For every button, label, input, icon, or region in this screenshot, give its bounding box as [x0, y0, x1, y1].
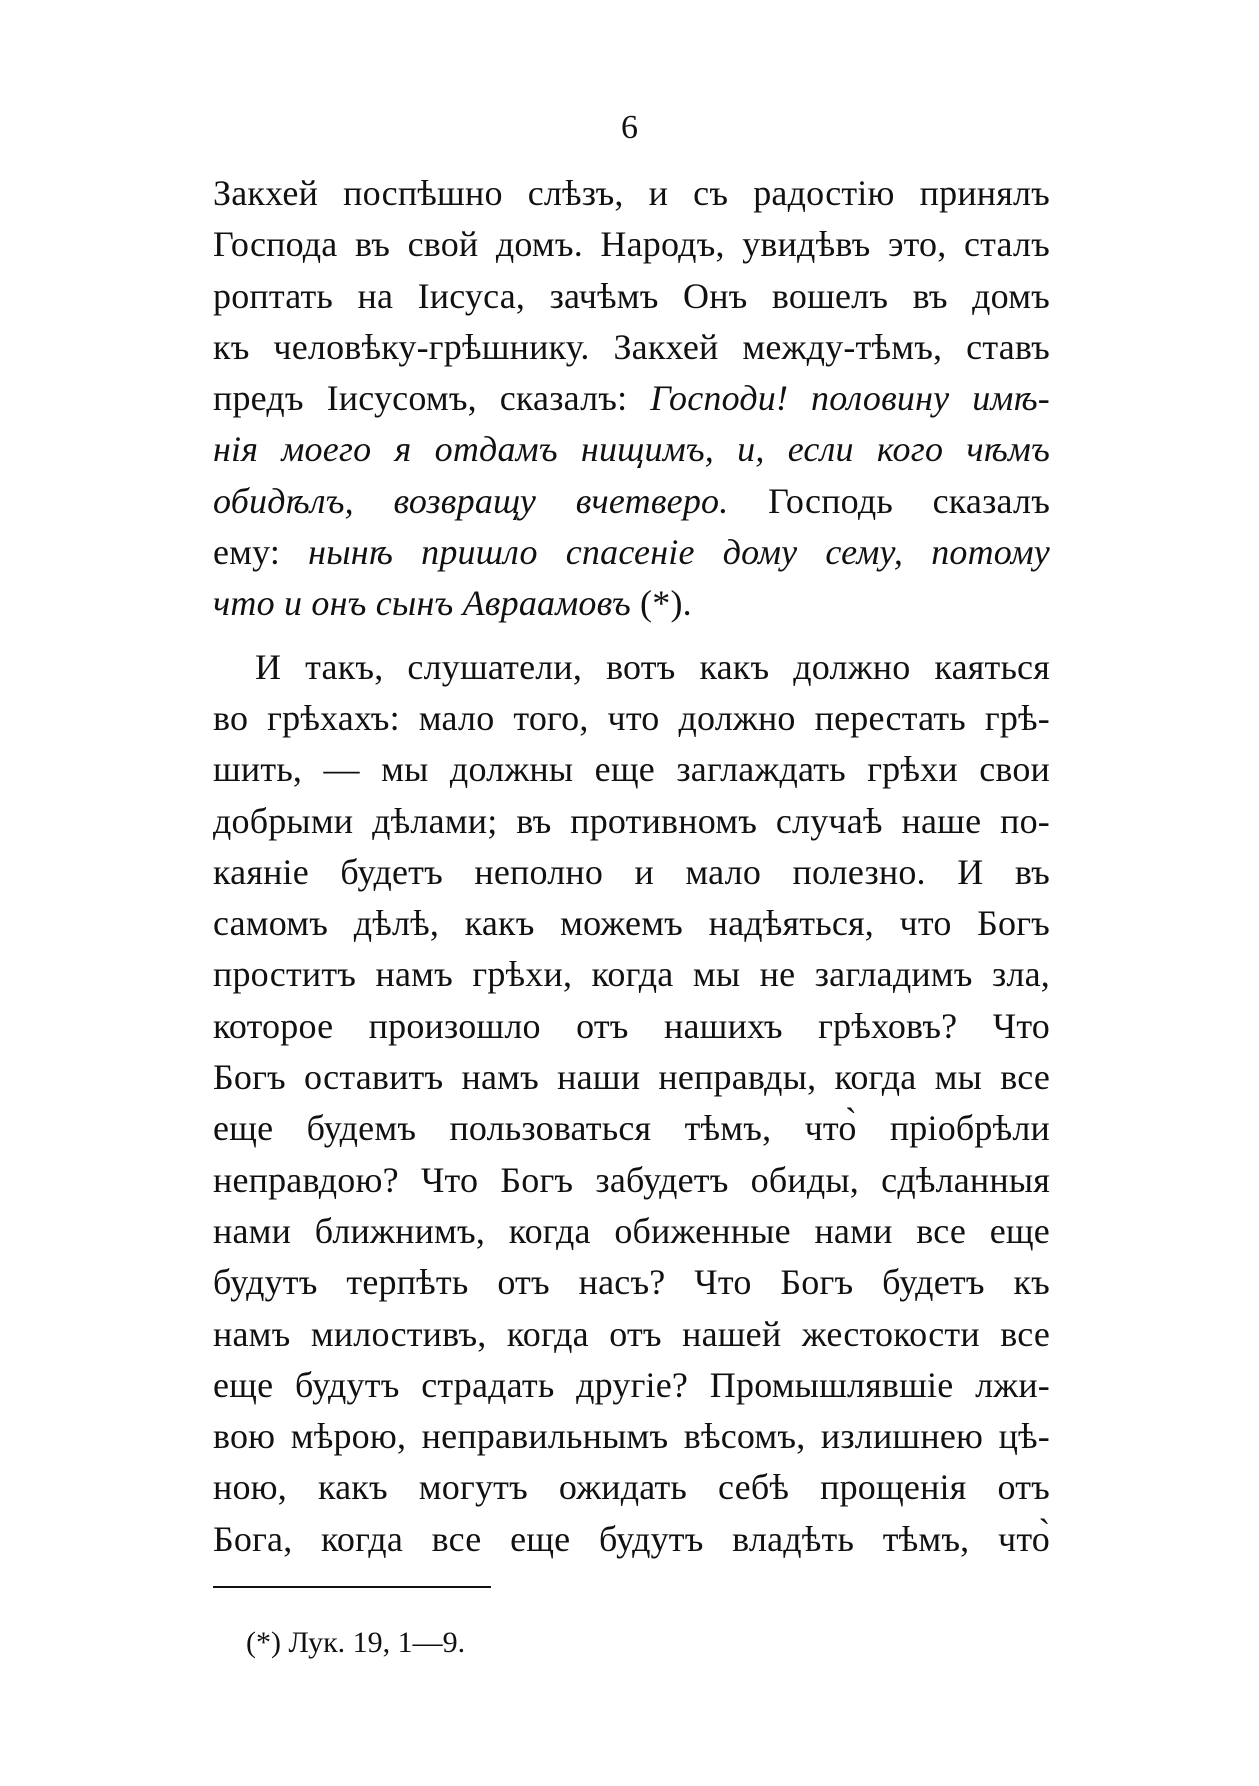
text-line: будутъ терпѣть отъ насъ? Что Богъ будетъ къ [213, 1262, 1050, 1303]
italic-quote: Господи! половину имѣ- [650, 378, 1050, 419]
text-line: Закхей поспѣшно слѣзъ, и съ радостію принялъ [213, 173, 1050, 213]
footnote-ref: (*). [630, 583, 692, 624]
text-span: Господь сказалъ [728, 480, 1051, 521]
text-line: еще будемъ пользоваться тѣмъ, что̀ пріобрѣли [213, 1108, 1050, 1149]
paragraph-1 [213, 168, 1050, 630]
paragraph-gap [213, 630, 1050, 642]
text-line [213, 578, 1050, 629]
text-line: которое произошло отъ нашихъ грѣховъ? Что [213, 1005, 1050, 1046]
text-span: предъ Іисусомъ, сказалъ: [213, 378, 651, 419]
italic-quote: нынѣ пришло спасеніе дому сему, потому [308, 532, 1050, 573]
paragraph-2 [213, 642, 1050, 1565]
text-line: Богъ оставитъ намъ наши неправды, когда мы все [213, 1057, 1050, 1098]
text-line: къ человѣку-грѣшнику. Закхей между-тѣмъ, ставъ [213, 326, 1050, 367]
text-line: вою мѣрою, неправильнымъ вѣсомъ, излишнею цѣ- [213, 1416, 1050, 1457]
text-line: шить, — мы должны еще заглаждать грѣхи свои [213, 749, 1050, 790]
text-line: добрыми дѣлами; въ противномъ случаѣ наше по- [213, 800, 1050, 841]
text-line [213, 527, 1050, 578]
text-line: ною, какъ могутъ ожидать себѣ прощенія отъ [213, 1467, 1050, 1508]
text-line: Господа въ свой домъ. Народъ, увидѣвъ это, сталъ [213, 224, 1050, 265]
text-line: нами ближнимъ, когда обиженные нами все еще [213, 1210, 1050, 1251]
text-line [213, 476, 1050, 527]
text-line: роптать на Іисуса, зачѣмъ Онъ вошелъ въ домъ [213, 275, 1050, 316]
page-number: 6 [621, 109, 638, 146]
text-line: во грѣхахъ: мало того, что должно перестать грѣ- [213, 697, 1050, 738]
text-span: ему: [213, 532, 309, 573]
italic-quote: обидѣлъ, возвращу вчетверо. [213, 480, 729, 521]
text-line: неправдою? Что Богъ забудетъ обиды, сдѣланныя [213, 1159, 1050, 1200]
text-line: Бога, когда все еще будутъ владѣть тѣмъ, что̀ [213, 1518, 1050, 1559]
text-line: самомъ дѣлѣ, какъ можемъ надѣяться, что Богъ [213, 903, 1050, 944]
body-text [213, 168, 1050, 1565]
text-line: каяніе будетъ неполно и мало полезно. И въ [213, 851, 1050, 892]
text-line: проститъ намъ грѣхи, когда мы не загладимъ зла, [213, 954, 1050, 995]
text-line-italic: нія моего я отдамъ нищимъ, и, если кого чѣмъ [213, 429, 1050, 470]
text-line: намъ милостивъ, когда отъ нашей жестокости все [213, 1313, 1050, 1354]
text-line [213, 373, 1050, 424]
text-line: еще будутъ страдать другіе? Промышлявшіе лжи- [213, 1364, 1050, 1405]
text-line: И такъ, слушатели, вотъ какъ должно каяться [255, 646, 1050, 687]
italic-quote: что и онъ сынъ Авраамовъ [213, 583, 631, 624]
footnote: (*) Лук. 19, 1—9. [246, 1626, 466, 1659]
footnote-divider [213, 1586, 491, 1588]
